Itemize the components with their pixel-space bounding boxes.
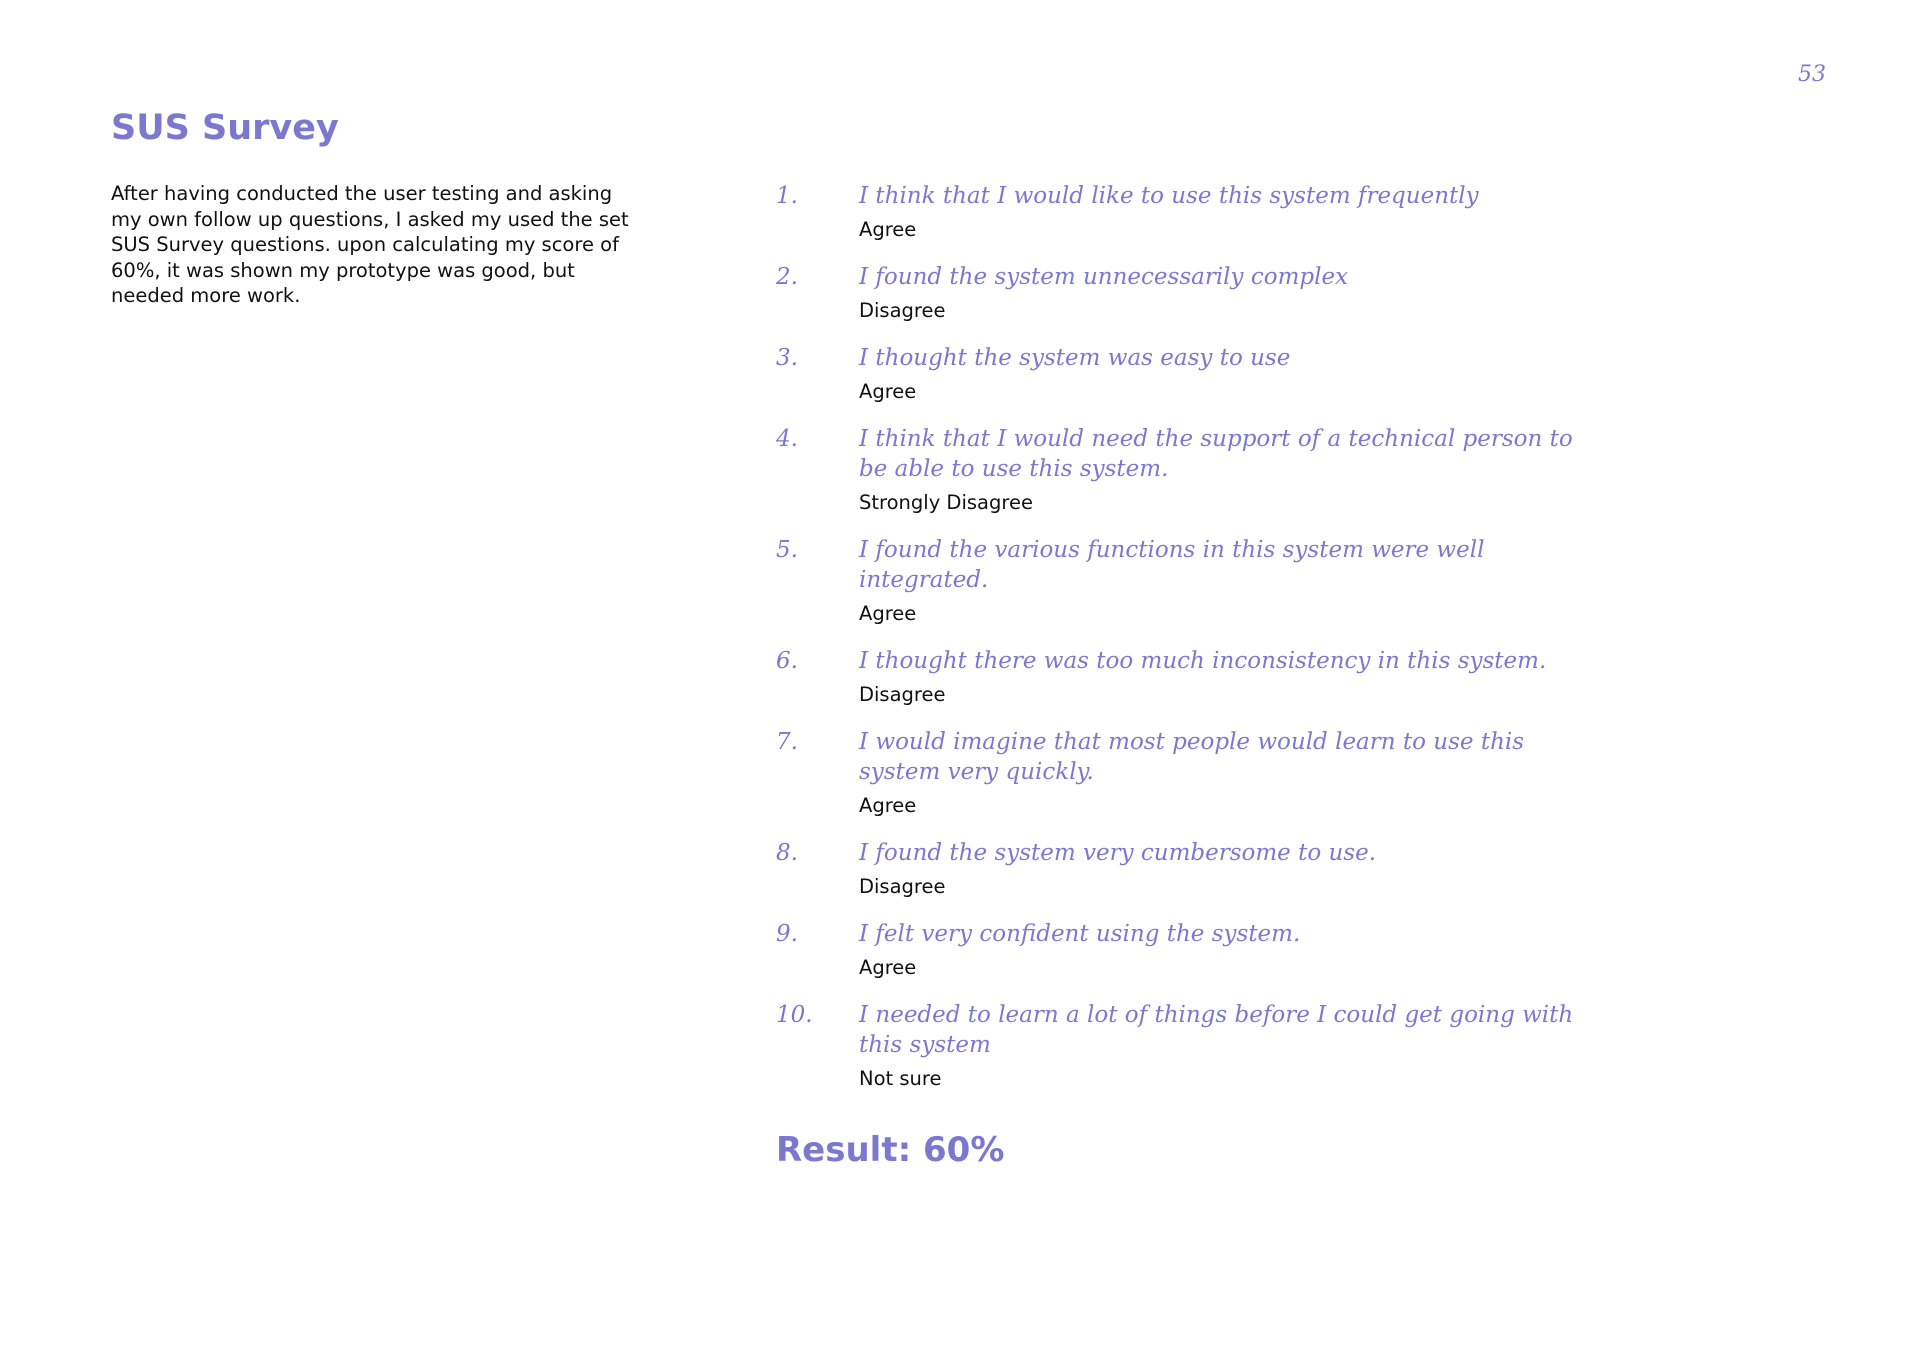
result-heading: Result: 60% — [776, 1130, 1005, 1170]
question-item — [776, 919, 1696, 981]
question-text: I thought the system was easy to use — [859, 345, 1291, 371]
question-item — [776, 646, 1696, 708]
question-body — [859, 181, 1696, 243]
question-item — [776, 343, 1696, 405]
question-body — [859, 424, 1696, 516]
question-body — [859, 343, 1696, 405]
question-text: I would imagine that most people would learn to use this system very quickly. — [859, 729, 1525, 785]
question-body — [859, 919, 1696, 981]
question-number: 9. — [776, 921, 798, 947]
question-item — [776, 1000, 1696, 1092]
question-answer: Disagree — [859, 683, 946, 706]
page-number: 53 — [1798, 62, 1826, 87]
question-answer: Strongly Disagree — [859, 491, 1033, 514]
question-number: 7. — [776, 729, 798, 755]
question-text: I thought there was too much inconsistency in this system. — [859, 648, 1547, 674]
question-text: I felt very confident using the system. — [859, 921, 1301, 947]
question-text: I found the various functions in this system were well integrated. — [859, 537, 1485, 593]
question-item — [776, 838, 1696, 900]
question-number: 8. — [776, 840, 798, 866]
page-title: SUS Survey — [111, 108, 339, 148]
question-number: 10. — [776, 1002, 813, 1028]
question-number: 4. — [776, 426, 798, 452]
question-text: I found the system very cumbersome to use. — [859, 840, 1377, 866]
question-answer: Disagree — [859, 875, 946, 898]
question-answer: Disagree — [859, 299, 946, 322]
question-item — [776, 262, 1696, 324]
question-body — [859, 1000, 1696, 1092]
question-item — [776, 727, 1696, 819]
question-number: 6. — [776, 648, 798, 674]
question-answer: Agree — [859, 794, 917, 817]
question-text: I think that I would need the support of a technical person to be able to use this system. — [859, 426, 1573, 482]
question-item — [776, 535, 1696, 627]
question-text: I found the system unnecessarily complex — [859, 264, 1349, 290]
question-item — [776, 424, 1696, 516]
question-body — [859, 727, 1696, 819]
question-number: 2. — [776, 264, 798, 290]
question-item — [776, 181, 1696, 243]
question-body — [859, 838, 1696, 900]
question-number: 1. — [776, 183, 798, 209]
question-body — [859, 262, 1696, 324]
question-number: 5. — [776, 537, 798, 563]
question-body — [859, 535, 1696, 627]
question-answer: Agree — [859, 956, 917, 979]
question-answer: Not sure — [859, 1067, 942, 1090]
intro-paragraph: After having conducted the user testing and asking my own follow up questions, I asked my used the set SUS Survey questions. upon calculating my score of 60%, it was shown my prototype was good, but needed more work. — [111, 182, 629, 307]
question-text: I think that I would like to use this system frequently — [859, 183, 1479, 209]
question-answer: Agree — [859, 602, 917, 625]
question-body — [859, 646, 1696, 708]
question-answer: Agree — [859, 380, 917, 403]
question-answer: Agree — [859, 218, 917, 241]
question-text: I needed to learn a lot of things before I could get going with this system — [859, 1002, 1574, 1058]
question-list — [776, 181, 1696, 1111]
question-number: 3. — [776, 345, 798, 371]
